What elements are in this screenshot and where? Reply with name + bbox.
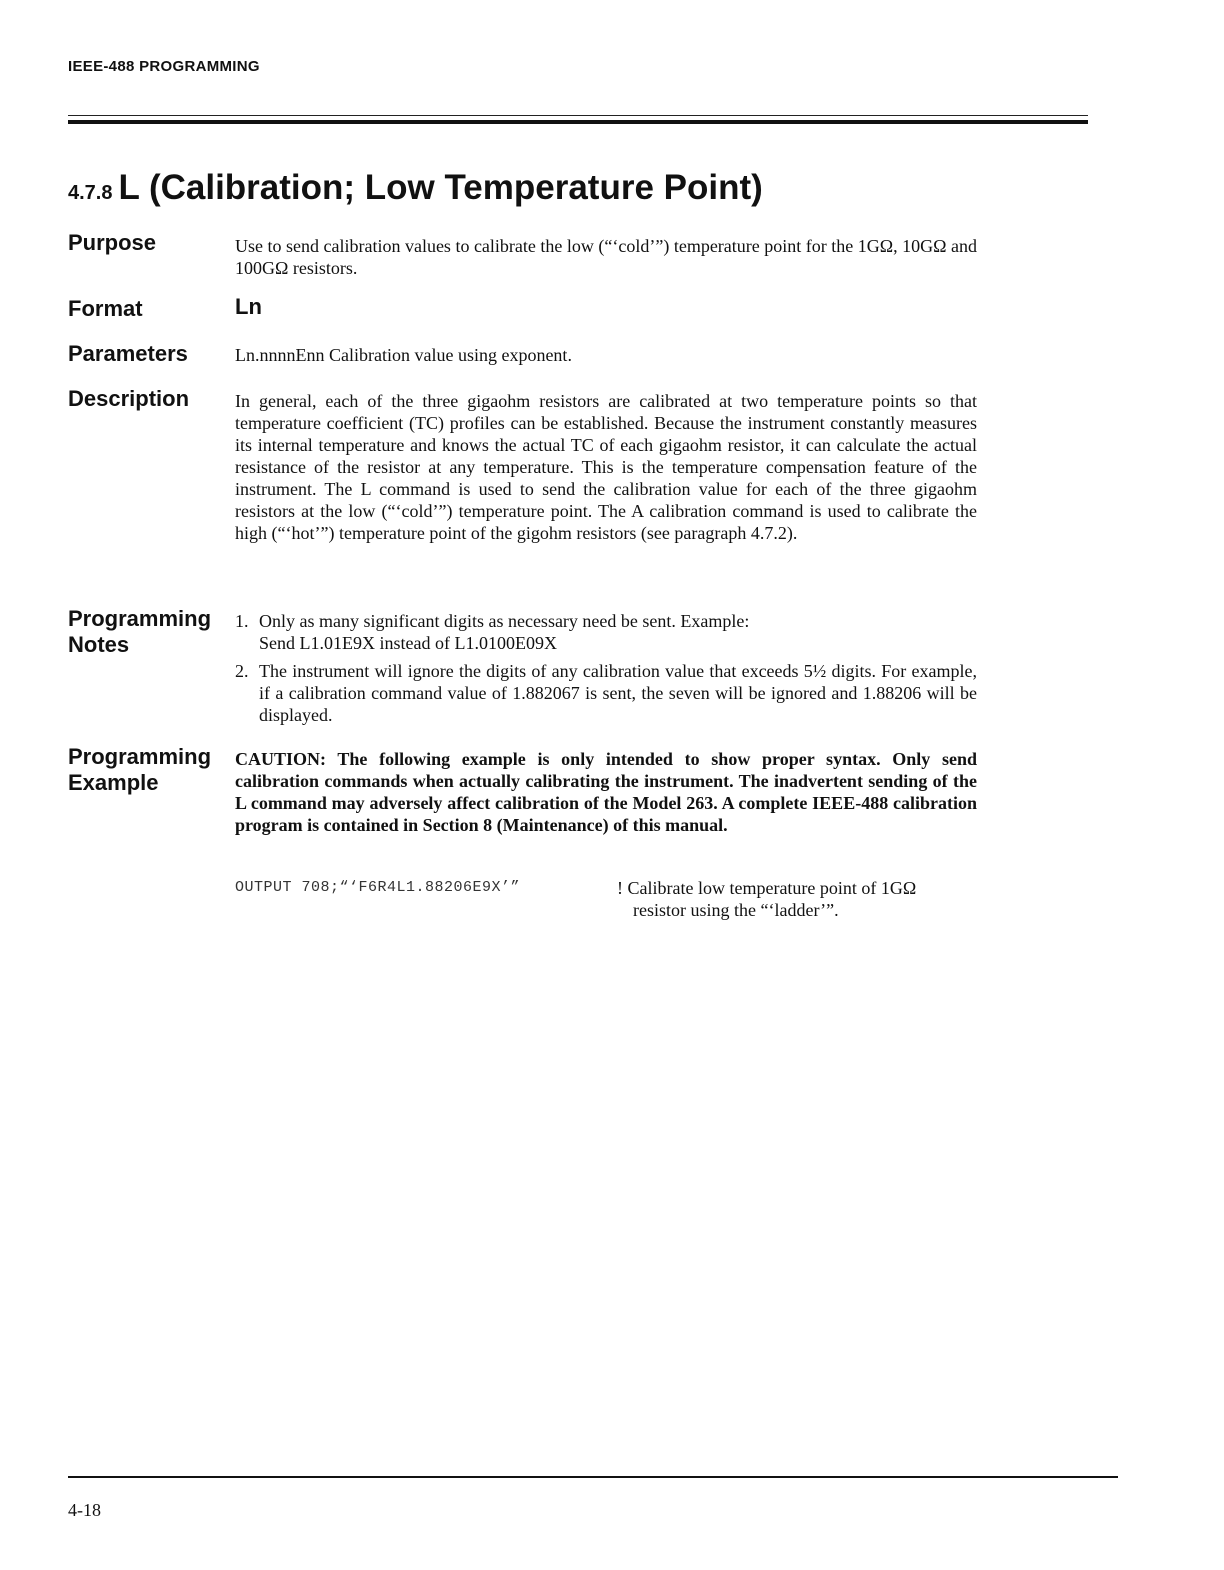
footer-rule <box>68 1476 1118 1478</box>
programming-notes-label-line1: Programming <box>68 606 212 631</box>
section-number: 4.7.8 <box>68 182 113 204</box>
note-item-2 <box>235 660 977 726</box>
note-text: The instrument will ignore the digits of any calibration value that exceeds 5½ digits. For example, if a calibration command value of 1.882067 is sent, the seven will be ignored and 1.88206 will be displayed. <box>259 661 977 725</box>
description-label: Description <box>68 386 190 411</box>
running-head: IEEE-488 PROGRAMMING <box>68 58 260 75</box>
note-text: Only as many significant digits as necessary need be sent. Example: <box>259 611 750 631</box>
programming-example-label-line2: Example <box>68 770 159 795</box>
format-value: Ln <box>235 294 262 319</box>
programming-notes-label-line2: Notes <box>68 632 130 657</box>
code-comment-line2: resistor using the “‘ladder’”. <box>633 900 839 920</box>
programming-notes-list <box>235 610 977 732</box>
section-heading <box>68 168 763 208</box>
parameters-label: Parameters <box>68 341 188 366</box>
header-rule-thick <box>68 120 1088 124</box>
note-number: 2. <box>235 661 249 681</box>
header-rule-thin <box>68 115 1088 116</box>
programming-example-label-line1: Programming <box>68 744 212 769</box>
parameters-text: Ln.nnnnEnn Calibration value using exponent. <box>235 345 572 365</box>
code-comment-line1: ! Calibrate low temperature point of 1GΩ <box>617 878 917 898</box>
programming-notes-label <box>68 606 238 658</box>
code-line: OUTPUT 708;“‘F6R4L1.88206E9X’” <box>235 879 521 896</box>
purpose-text: Use to send calibration values to calibrate the low (“‘cold’”) temperature point for the 1GΩ, 10GΩ and 100GΩ resistors. <box>235 236 977 278</box>
code-comment <box>617 877 977 921</box>
programming-example-label <box>68 744 238 796</box>
note-item-1 <box>235 610 977 654</box>
format-label: Format <box>68 296 143 321</box>
purpose-label: Purpose <box>68 230 157 255</box>
section-title: L (Calibration; Low Temperature Point) <box>118 168 763 207</box>
caution-text: CAUTION: The following example is only intended to show proper syntax. Only send calibration commands when actually calibrating the instrument. The inadvertent sending of the L command may adversely affect calibration of the Model 263. A complete IEEE-488 calibration program is contained in Section 8 (Maintenance) of this manual. <box>235 749 977 835</box>
description-text: In general, each of the three gigaohm resistors are calibrated at two temperature points so that temperature coefficient (TC) profiles can be established. Because the instrument constantly measures its internal temperature and knows the actual TC of each gigaohm resistor, it can calculate the actual resistance of the resistor at any temperature. This is the temperature compensation feature of the instrument. The L command is used to send the calibration value for each of the three gigaohm resistors at the low (“‘cold’”) temperature point. The A calibration command is used to calibrate the high (“‘hot’”) temperature point of the gigohm resistors (see paragraph 4.7.2). <box>235 391 977 543</box>
note-number: 1. <box>235 611 249 631</box>
note-example: Send L1.01E9X instead of L1.0100E09X <box>259 633 557 653</box>
page-number: 4-18 <box>68 1500 101 1520</box>
